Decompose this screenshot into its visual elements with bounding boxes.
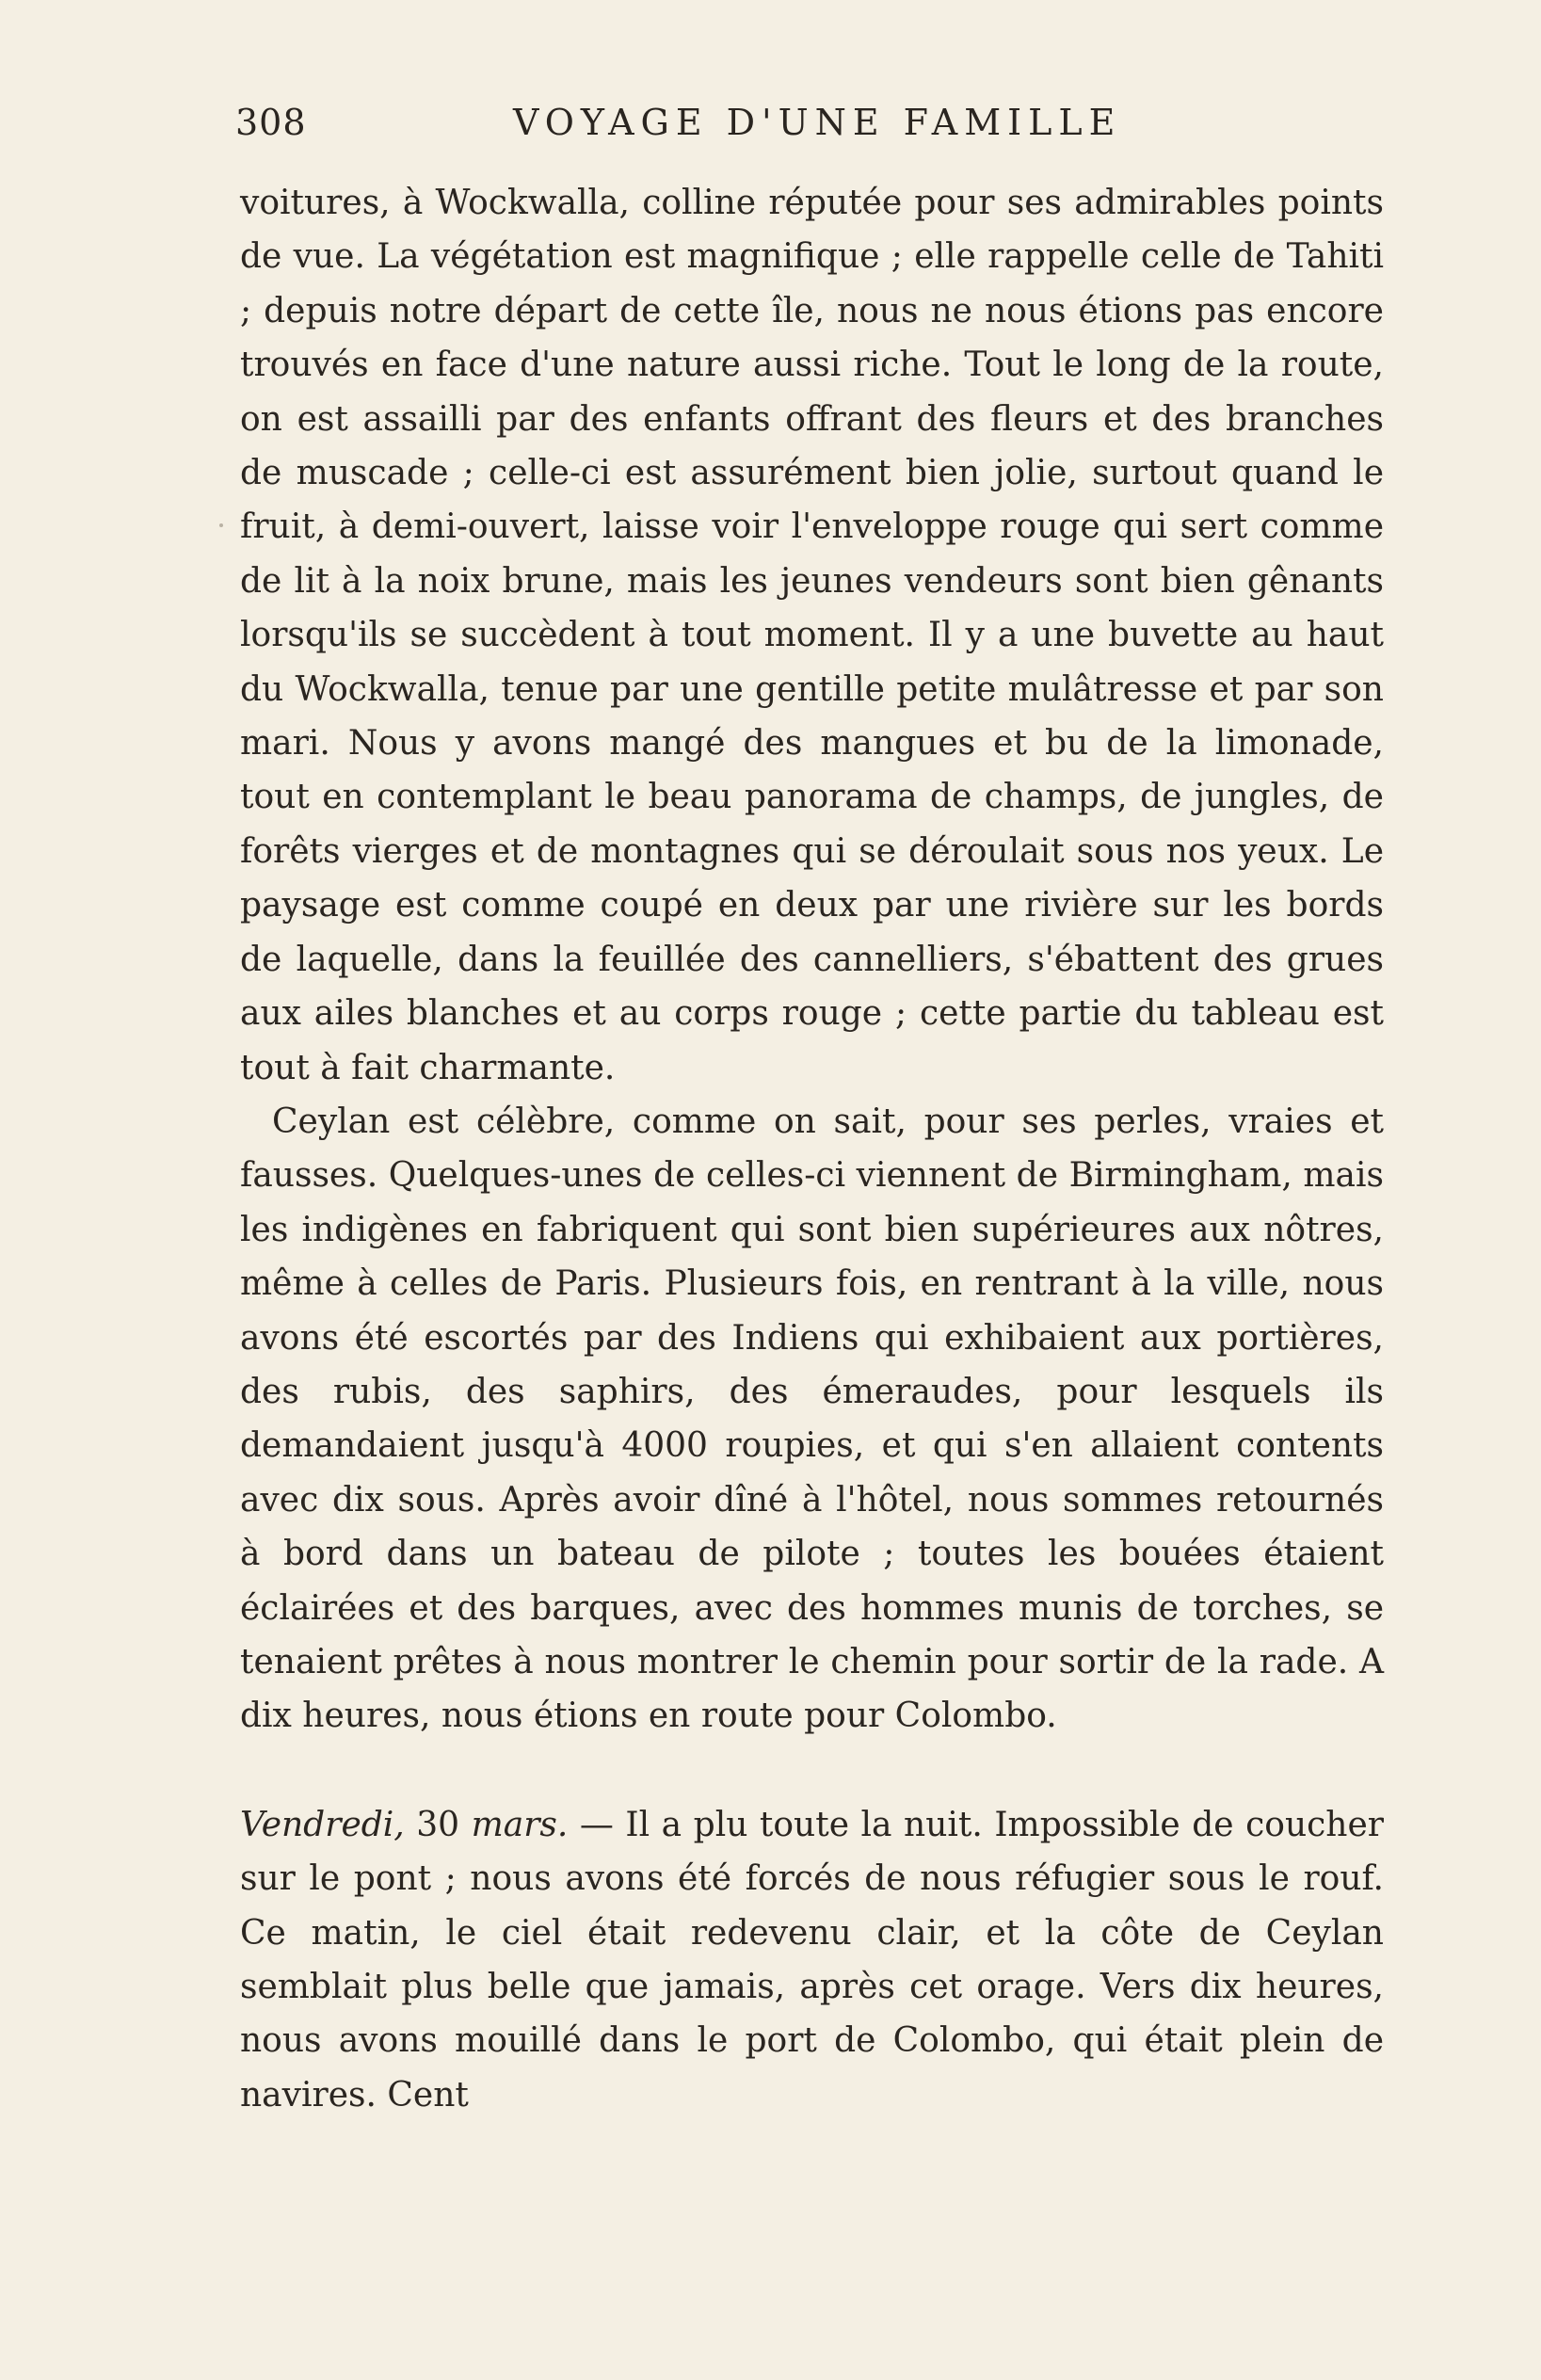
body-text — [240, 176, 1384, 2122]
journal-entry-vendredi — [240, 1798, 1384, 2122]
entry-month: mars. — [471, 1805, 569, 1844]
paragraph-wockwalla: voitures, à Wockwalla, colline réputée pour ses admirables points de vue. La végétation est magnifique ; elle rappelle celle de Tahiti ; depuis notre départ de cette île, nous ne nous étions pas encore trouvés en face d'une nature aussi riche. Tout le long de la route, on est assailli par des enfants offrant des fleurs et des branches de muscade ; celle-ci est assurément bien jolie, surtout quand le fruit, à demi-ouvert, laisse voir l'enveloppe rouge qui sert comme de lit à la noix brune, mais les jeunes vendeurs sont bien gênants lorsqu'ils se succèdent à tout moment. Il y a une buvette au haut du Wockwalla, tenue par une gentille petite mulâtresse et par son mari. Nous y avons mangé des mangues et bu de la limonade, tout en contemplant le beau panorama de champs, de jungles, de forêts vierges et de montagnes qui se déroulait sous nos yeux. Le paysage est comme coupé en deux par une rivière sur les bords de laquelle, dans la feuillée des cannelliers, s'ébattent des grues aux ailes blanches et au corps rouge ; cette partie du tableau est tout à fait charmante. — [240, 184, 1384, 1087]
page-header — [235, 102, 1384, 149]
paper-speck — [219, 523, 223, 527]
paragraph-ceylan-perles: Ceylan est célèbre, comme on sait, pour ses perles, vraies et fausses. Quelques-unes de celles-ci viennent de Birmingham, mais les indigènes en fabriquent qui sont bien supérieures aux nôtres, même à celles de Paris. Plusieurs fois, en rentrant à la ville, nous avons été escortés par des Indiens qui exhibaient aux portières, des rubis, des saphirs, des émeraudes, pour lesquels ils demandaient jusqu'à 4000 roupies, et qui s'en allaient contents avec dix sous. Après avoir dîné à l'hôtel, nous sommes retournés à bord dans un bateau de pilote ; toutes les bouées étaient éclairées et des barques, avec des hommes munis de torches, se tenaient prêtes à nous montrer le chemin pour sortir de la rade. A dix heures, nous étions en route pour Colombo. — [240, 1102, 1384, 1736]
page-number: 308 — [235, 102, 307, 143]
running-title: VOYAGE D'UNE FAMILLE — [513, 102, 1122, 143]
entry-day: Vendredi, — [240, 1805, 405, 1844]
entry-text: — Il a plu toute la nuit. Impossible de coucher sur le pont ; nous avons été forcés de nous réfugier sous le rouf. Ce matin, le ciel était redevenu clair, et la côte de Ceylan semblait plus belle que jamais, après cet orage. Vers dix heures, nous avons mouillé dans le port de Colombo, qui était plein de navires. Cent — [240, 1805, 1385, 2115]
entry-date-number: 30 — [416, 1805, 460, 1844]
